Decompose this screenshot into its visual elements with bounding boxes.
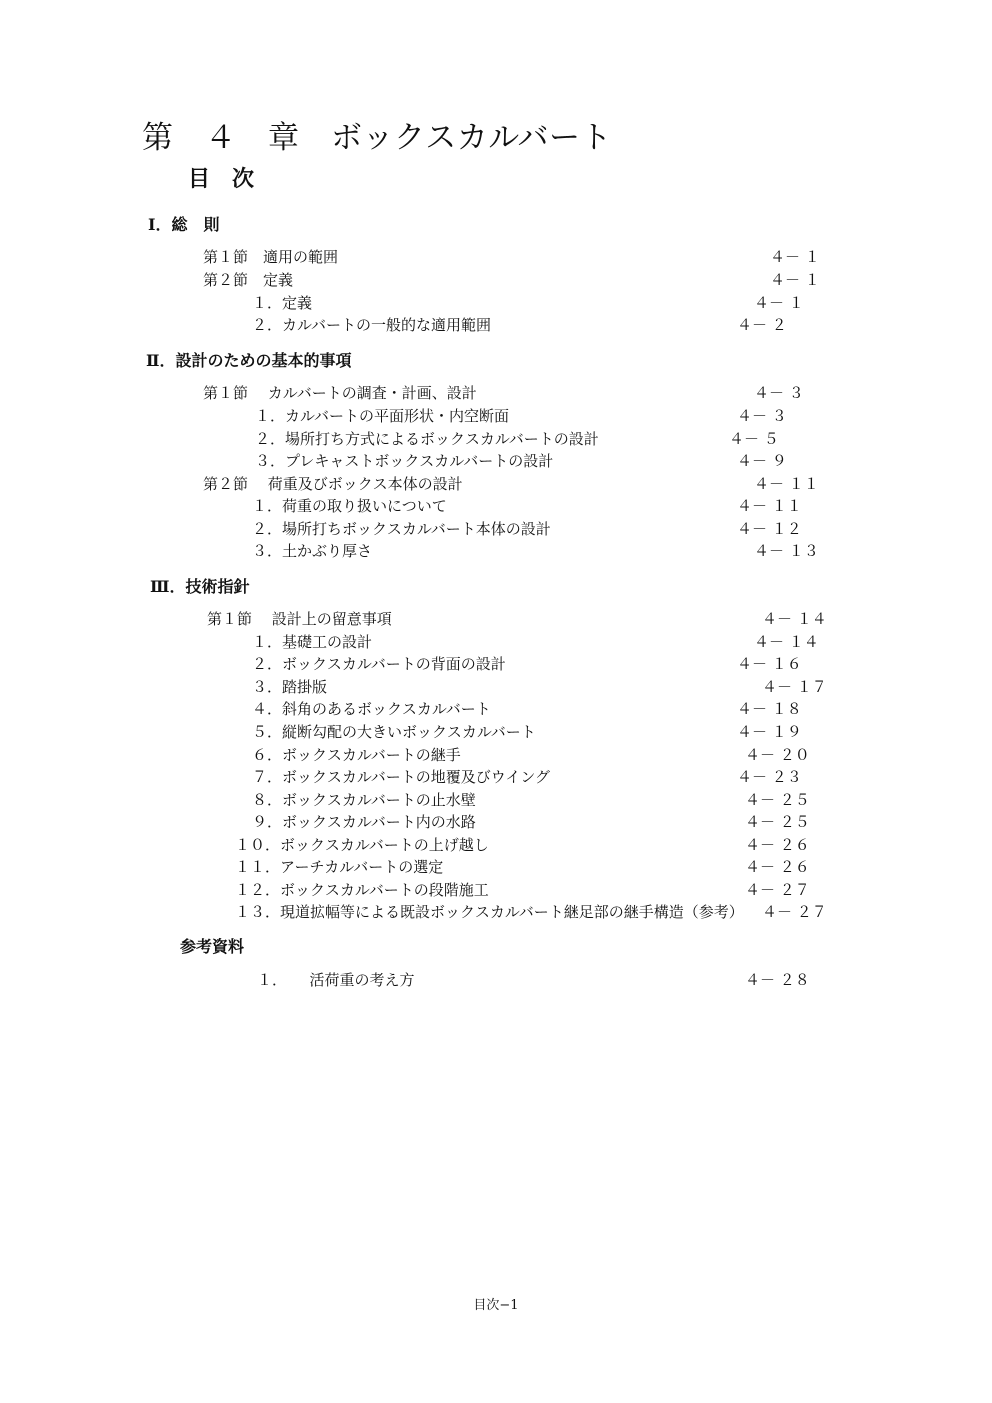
toc-item[interactable]: 第１節 設計上の留意事項 bbox=[207, 610, 392, 628]
toc-item[interactable]: 第１節 カルバートの調査・計画、設計 bbox=[203, 384, 477, 402]
toc-page: ４－ １２ bbox=[737, 520, 802, 538]
toc-page: ４－ ３ bbox=[737, 407, 787, 425]
toc-page: ４－ ２７ bbox=[762, 903, 827, 921]
toc-item[interactable]: ３．踏掛版 bbox=[252, 678, 328, 696]
toc-page: ４－ ２７ bbox=[745, 881, 810, 899]
toc-page: ４－ １ bbox=[754, 294, 804, 312]
toc-item[interactable]: 第１節 適用の範囲 bbox=[203, 248, 339, 266]
section-title: 参考資料 bbox=[180, 937, 245, 956]
toc-page: ４－ １ bbox=[770, 271, 820, 289]
toc-page: ４－ ２ bbox=[737, 316, 787, 334]
toc-page: ４－ ５ bbox=[729, 430, 779, 448]
section-title: Ⅰ．総 則 bbox=[148, 215, 220, 234]
toc-item[interactable]: ３．土かぶり厚さ bbox=[252, 542, 373, 560]
toc-item[interactable]: １０．ボックスカルバートの上げ越し bbox=[235, 836, 489, 854]
toc-page: ４－ １１ bbox=[737, 497, 802, 515]
toc-page: ４－ １４ bbox=[754, 633, 819, 651]
toc-item[interactable]: ５．縦断勾配の大きいボックスカルバート bbox=[252, 723, 536, 741]
toc-page: ４－ ２０ bbox=[745, 746, 810, 764]
toc-page: ４－ ２３ bbox=[737, 768, 802, 786]
toc-page: ４－ ２８ bbox=[745, 971, 810, 989]
toc-page: ４－ ２５ bbox=[745, 791, 810, 809]
toc-page: ４－ １１ bbox=[754, 475, 819, 493]
toc-item[interactable]: ６．ボックスカルバートの継手 bbox=[252, 746, 461, 764]
toc-item[interactable]: ２．カルバートの一般的な適用範囲 bbox=[252, 316, 491, 334]
section-title: Ⅱ．設計のための基本的事項 bbox=[146, 351, 352, 370]
toc-item[interactable]: １２．ボックスカルバートの段階施工 bbox=[235, 881, 489, 899]
contents-heading: 目 次 bbox=[188, 166, 255, 192]
toc-page: ４－ ２６ bbox=[745, 836, 810, 854]
toc-item[interactable]: １．カルバートの平面形状・内空断面 bbox=[255, 407, 509, 425]
toc-item[interactable]: ２．場所打ちボックスカルバート本体の設計 bbox=[252, 520, 551, 538]
toc-item[interactable]: ２．場所打ち方式によるボックスカルバートの設計 bbox=[255, 430, 599, 448]
toc-page: ４－ １７ bbox=[762, 678, 827, 696]
toc-item[interactable]: ８．ボックスカルバートの止水壁 bbox=[252, 791, 476, 809]
toc-item[interactable]: ４．斜角のあるボックスカルバート bbox=[252, 700, 491, 718]
toc-item[interactable]: ２．ボックスカルバートの背面の設計 bbox=[252, 655, 506, 673]
toc-item[interactable]: １１．アーチカルバートの選定 bbox=[235, 858, 444, 876]
toc-page: ４－ ９ bbox=[737, 452, 787, 470]
toc-page: ４－ ２６ bbox=[745, 858, 810, 876]
toc-page: ４－ １６ bbox=[737, 655, 802, 673]
toc-item[interactable]: ９．ボックスカルバート内の水路 bbox=[252, 813, 476, 831]
toc-item[interactable]: １．定義 bbox=[252, 294, 313, 312]
toc-item[interactable]: 第２節 荷重及びボックス本体の設計 bbox=[203, 475, 463, 493]
toc-page: ４－ １ bbox=[770, 248, 820, 266]
toc-page: ４－ １４ bbox=[762, 610, 827, 628]
toc-item[interactable]: ７．ボックスカルバートの地覆及びウイング bbox=[252, 768, 551, 786]
toc-page: ４－ １９ bbox=[737, 723, 802, 741]
page-footer: 目次−1 bbox=[473, 1298, 519, 1313]
toc-item[interactable]: １．荷重の取り扱いについて bbox=[252, 497, 447, 515]
toc-page: ４－ １３ bbox=[754, 542, 819, 560]
toc-item[interactable]: １３．現道拡幅等による既設ボックスカルバート継足部の継手構造（参考） bbox=[235, 903, 744, 921]
toc-page: ４－ １８ bbox=[737, 700, 802, 718]
toc-item[interactable]: １．基礎工の設計 bbox=[252, 633, 373, 651]
toc-item[interactable]: ３．プレキャストボックスカルバートの設計 bbox=[255, 452, 554, 470]
chapter-title: 第 ４ 章 ボックスカルバート bbox=[142, 120, 613, 156]
section-title: Ⅲ．技術指針 bbox=[150, 577, 250, 596]
toc-page: ４－ ２５ bbox=[745, 813, 810, 831]
toc-page: ４－ ３ bbox=[754, 384, 804, 402]
toc-item[interactable]: 第２節 定義 bbox=[203, 271, 294, 289]
toc-item[interactable]: １． 活荷重の考え方 bbox=[257, 971, 415, 989]
